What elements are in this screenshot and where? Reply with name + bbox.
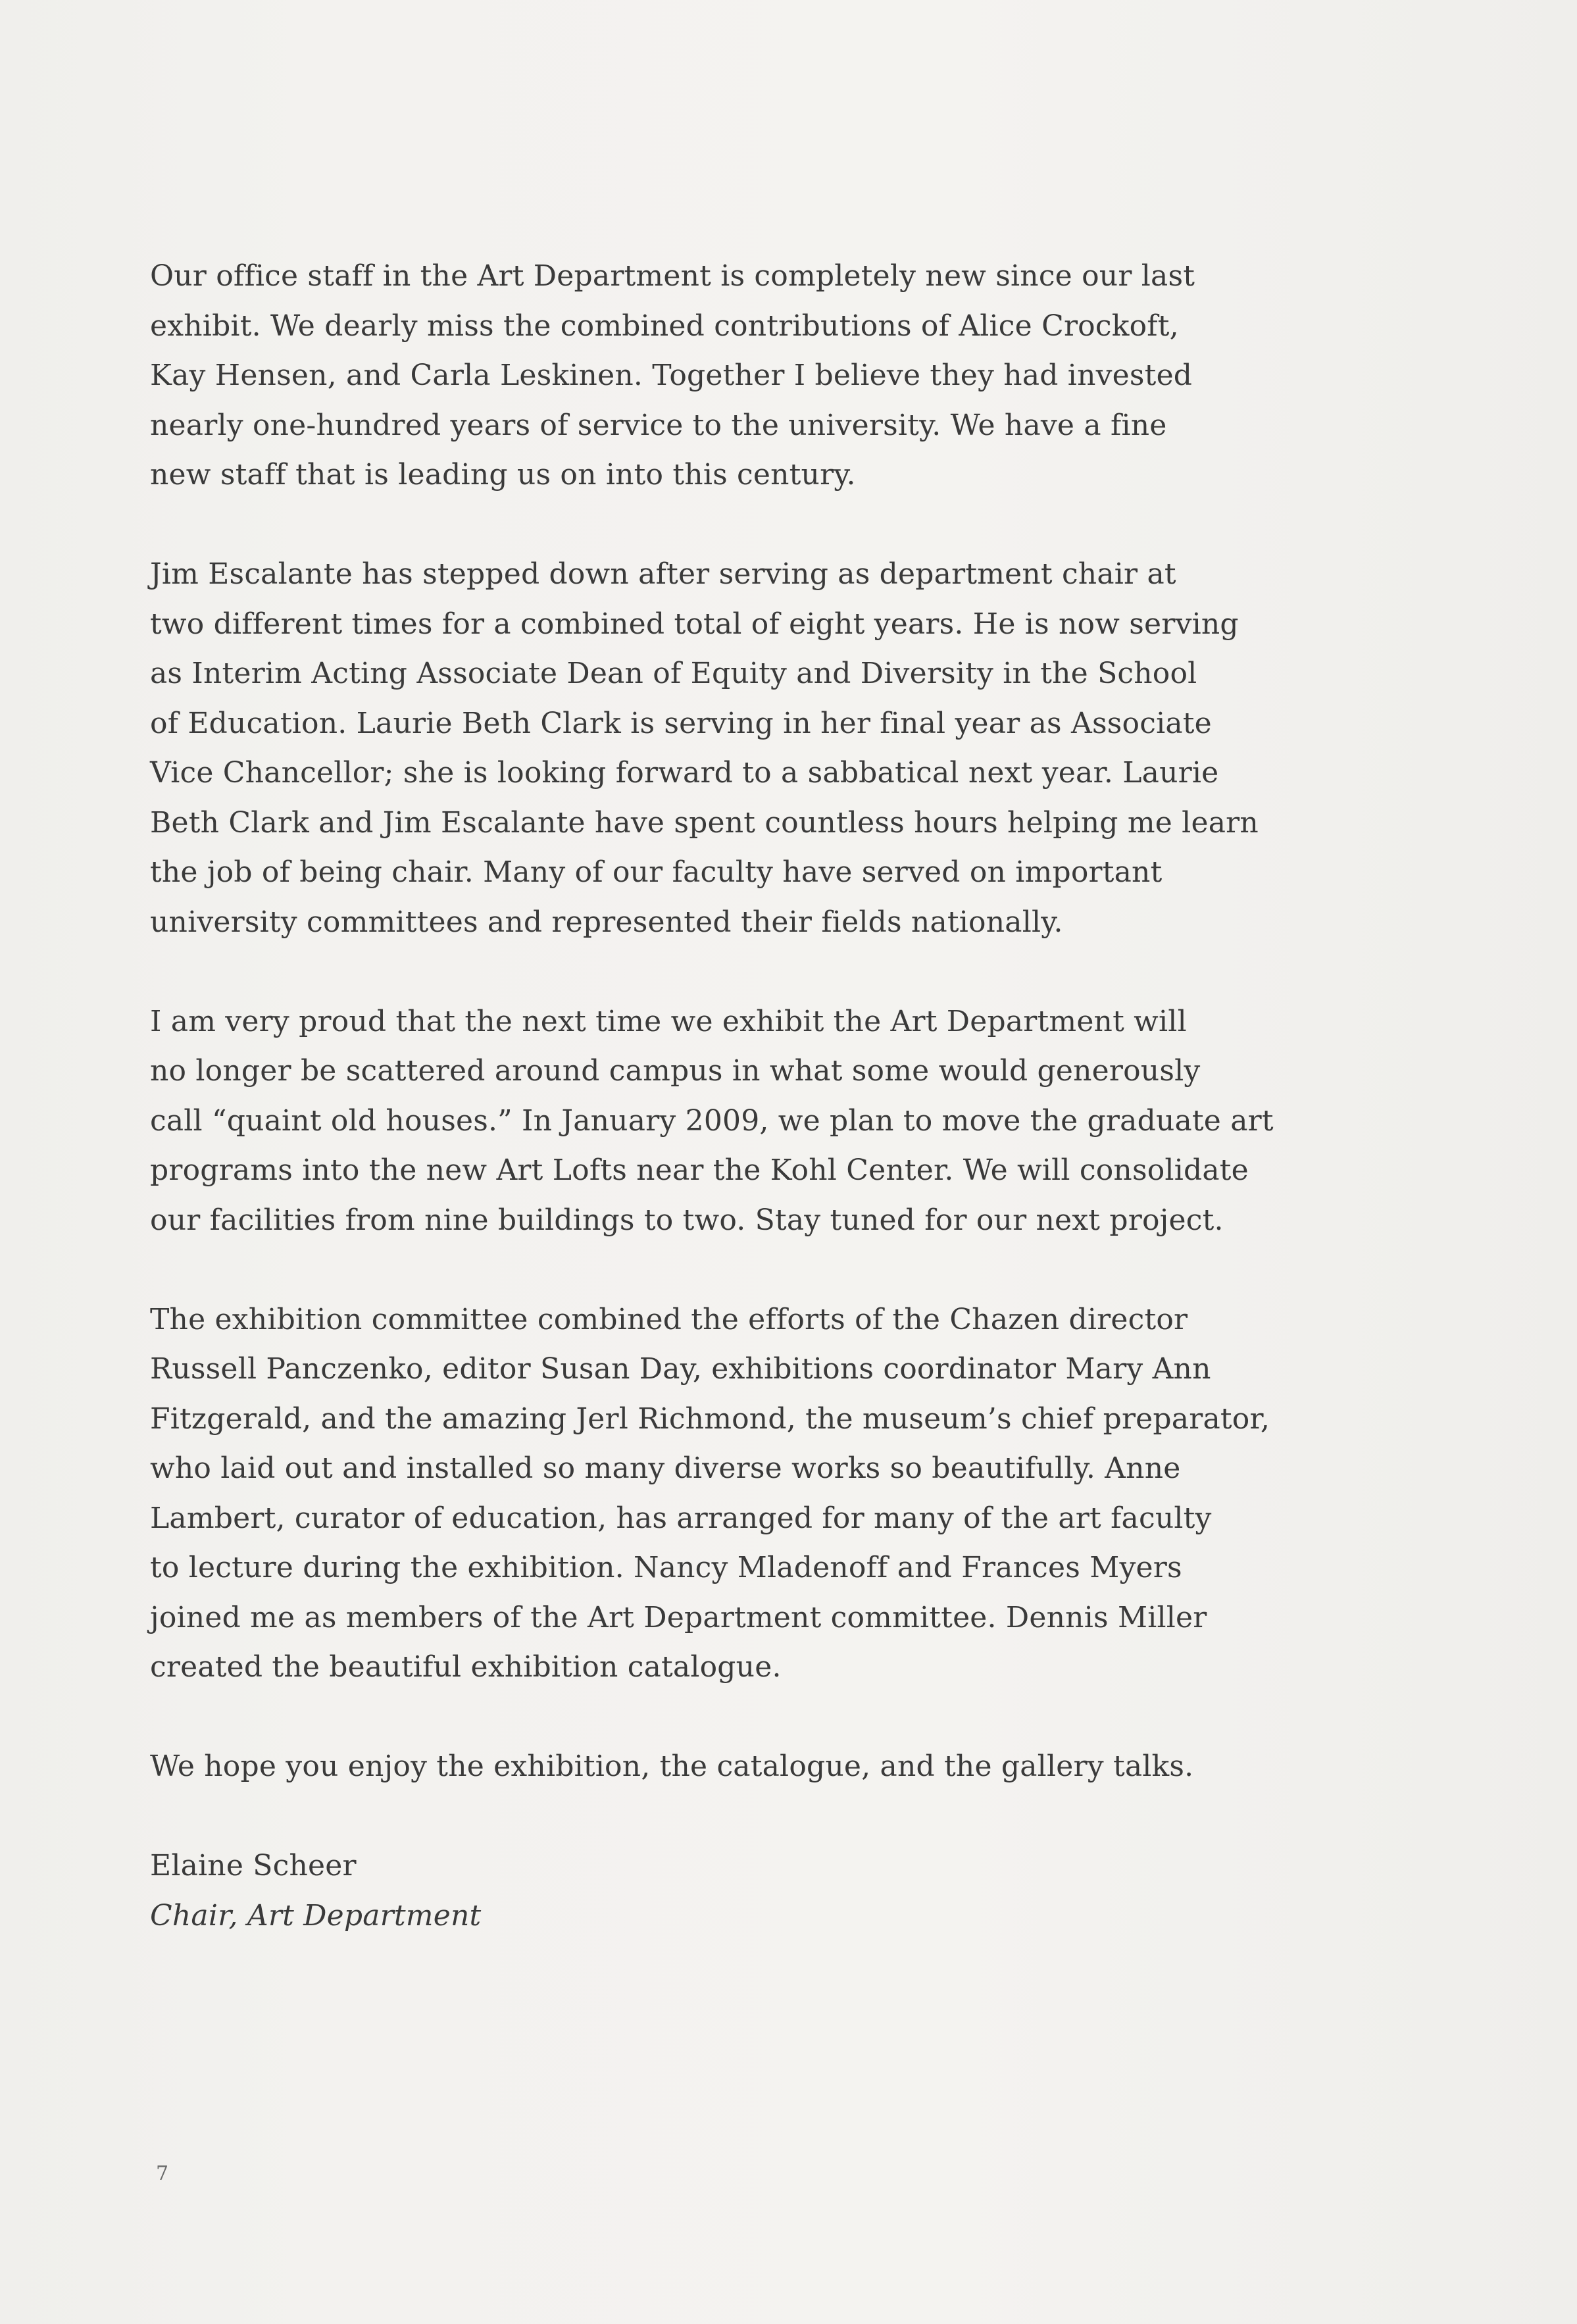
text-line: Our office staff in the Art Department is completely new since our last [150,259,1195,293]
page-number: 7 [156,2162,169,2185]
text-line: new staff that is leading us on into this century. [150,458,856,492]
paragraph-spacer [150,1245,1229,1295]
text-line: call “quaint old houses.” In January 2009, we plan to move the graduate art [150,1103,1274,1138]
text-line: nearly one-hundred years of service to the university. We have a fine [150,408,1167,442]
text-line: the job of being chair. Many of our faculty have served on important [150,855,1163,889]
text-line: Vice Chancellor; she is looking forward to a sabbatical next year. Laurie [150,756,1219,790]
paragraph-spacer [150,1792,1229,1842]
text-line: joined me as members of the Art Department committee. Dennis Miller [150,1600,1207,1634]
letter-body [150,251,1274,1940]
text-line: Jim Escalante has stepped down after serving as department chair at [150,557,1176,591]
text-line: programs into the new Art Lofts near the Kohl Center. We will consolidate [150,1153,1249,1187]
text-line: university committees and represented their fields nationally. [150,905,1063,939]
paragraph-spacer [150,1692,1229,1742]
signature-block [150,1841,1229,1940]
paragraph [150,1295,1270,1692]
text-line: Fitzgerald, and the amazing Jerl Richmond, the museum’s chief preparator, [150,1402,1270,1436]
text-line: I am very proud that the next time we exhibit the Art Department will [150,1004,1187,1038]
paragraph [150,251,1229,500]
text-line: created the beautiful exhibition catalogue. [150,1650,782,1684]
text-line: two different times for a combined total of eight years. He is now serving [150,607,1239,641]
signature-name: Elaine Scheer [150,1849,357,1882]
text-line: who laid out and installed so many diverse works so beautifully. Anne [150,1452,1181,1485]
text-line: Russell Panczenko, editor Susan Day, exhibitions coordinator Mary Ann [150,1352,1211,1386]
text-line: our facilities from nine buildings to two. Stay tuned for our next project. [150,1203,1224,1237]
paragraph [150,997,1274,1246]
text-line: of Education. Laurie Beth Clark is serving in her final year as Associate [150,706,1212,740]
text-line: Kay Hensen, and Carla Leskinen. Together I believe they had invested [150,359,1193,392]
text-line: to lecture during the exhibition. Nancy Mladenoff and Frances Myers [150,1551,1182,1584]
text-line: Lambert, curator of education, has arranged for many of the art faculty [150,1501,1212,1535]
paragraph [150,549,1259,947]
text-line: as Interim Acting Associate Dean of Equity and Diversity in the School [150,657,1197,690]
paragraph [150,1742,1229,1792]
paragraph-spacer [150,500,1229,550]
text-line: Beth Clark and Jim Escalante have spent countless hours helping me learn [150,805,1259,840]
text-line: The exhibition committee combined the efforts of the Chazen director [150,1302,1188,1336]
text-line: exhibit. We dearly miss the combined contributions of Alice Crockoft, [150,309,1179,343]
text-line: We hope you enjoy the exhibition, the catalogue, and the gallery talks. [150,1750,1194,1783]
text-line: no longer be scattered around campus in what some would generously [150,1054,1201,1088]
paragraph-spacer [150,947,1229,997]
signature-title: Chair, Art Department [150,1898,482,1932]
